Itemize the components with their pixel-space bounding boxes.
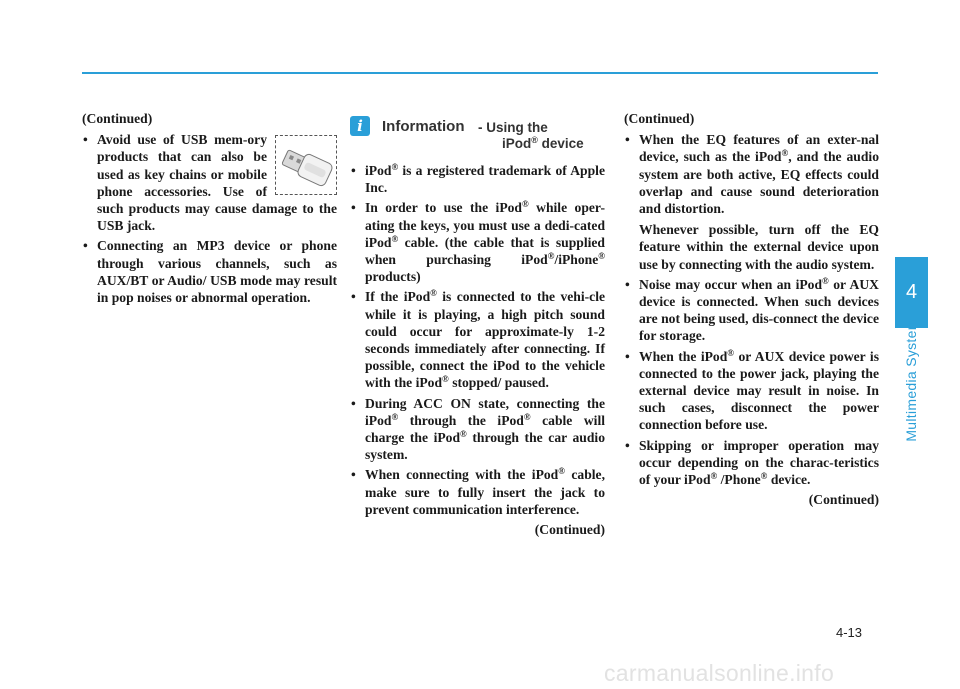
text: If the iPod (365, 289, 431, 305)
text: During ACC ON state, connecting the iPod (365, 395, 605, 428)
list-item (624, 437, 879, 489)
bullet-text: Connecting an MP3 device or phone through various channels, such as AUX/BT or Audio/ USB mode may result in pop noises or abnormal operation. (97, 238, 337, 306)
list-item (350, 395, 605, 464)
bullet-list (350, 162, 605, 518)
text: Skipping or improper operation may occur depending on the charac-teristics of your iPod (639, 437, 879, 488)
text: is connected to the vehi-cle while it is playing, a high pitch sound could occur for approximate-ly 1-2 seconds immediately after connecting. If possible, connect the iPod to the vehicle with the iPod (365, 289, 606, 391)
text: cable, make sure to fully insert the jack to prevent communication interference. (365, 467, 605, 517)
registered-mark: ® (822, 275, 829, 286)
text: In order to use the iPod (365, 200, 522, 216)
registered-mark: ® (531, 135, 538, 145)
continued-label: (Continued) (808, 492, 879, 508)
text: When the EQ features of an exter-nal device, such as the iPod (639, 132, 879, 165)
text: device. (770, 472, 811, 488)
registered-mark: ® (391, 233, 399, 244)
text: /iPhone (554, 252, 599, 268)
list-item (82, 237, 337, 306)
watermark: carmanualsonline.info (604, 660, 835, 686)
list-item (624, 348, 879, 434)
text: products) (365, 269, 421, 285)
registered-mark: ® (727, 347, 735, 358)
subtitle-line-2 (478, 136, 608, 152)
text: Noise may occur when an iPod (639, 276, 823, 292)
text: or AUX device power is connected to the power jack, playing the external device may result in noise. In such cases, disconnect the power connection before use. (639, 348, 880, 433)
list-item (350, 288, 605, 391)
information-header (350, 110, 605, 154)
subtitle-ipod: iPod (502, 136, 532, 151)
continued-label: (Continued) (82, 111, 153, 126)
continued-label: (Continued) (624, 111, 695, 126)
subtitle-device: device (537, 136, 584, 151)
text: while oper-ating the keys, you must use a dedi-cated iPod (365, 200, 605, 250)
column-1 (82, 110, 337, 309)
bullet-text: Avoid use of USB mem-ory products that can also be used as key chains or mobile phone (97, 132, 267, 199)
information-title: Information (382, 118, 465, 135)
registered-mark: ® (598, 251, 605, 262)
chapter-tab: 4 (895, 257, 928, 328)
text: When the iPod (639, 348, 728, 364)
registered-mark: ® (547, 251, 555, 262)
top-rule (82, 72, 878, 74)
text: , and the audio system are both active, EQ effects could overlap and cause sound deterioration and distortion. (639, 149, 879, 217)
information-subtitle (478, 120, 608, 152)
list-item (350, 199, 605, 285)
chapter-title: Multimedia System (903, 318, 919, 442)
bullet-list (82, 131, 337, 306)
list-item (350, 466, 605, 518)
text: cable. (the cable that is supplied when purchasing iPod (365, 234, 605, 268)
registered-mark: ® (523, 411, 531, 422)
continued-label: (Continued) (534, 522, 605, 538)
usb-stick-image (275, 135, 337, 195)
page-number: 4-13 (836, 625, 863, 640)
bullet-text-cont: accessories. Use of such products may cause damage to the USB jack. (97, 183, 337, 234)
information-icon: i (350, 116, 370, 136)
registered-mark: ® (558, 466, 565, 477)
text: cable will charge the iPod (365, 412, 605, 446)
registered-mark: ® (442, 374, 449, 385)
registered-mark: ® (710, 471, 718, 482)
list-item (82, 131, 337, 234)
text: When connecting with the iPod (365, 467, 559, 483)
registered-mark: ® (521, 199, 529, 210)
text: iPod (365, 163, 392, 178)
subtitle-line-1: - Using the (478, 120, 548, 135)
column-2 (350, 110, 605, 538)
bullet-list (624, 131, 879, 488)
registered-mark: ® (391, 162, 399, 172)
column-3 (624, 110, 879, 508)
list-item (624, 131, 879, 273)
text: or AUX device is connected. When such devices are not being used, dis-connect the device for storage. (639, 276, 879, 344)
text: through the iPod (398, 412, 524, 428)
list-item (350, 162, 605, 196)
list-item (624, 276, 879, 345)
registered-mark: ® (430, 288, 437, 299)
registered-mark: ® (760, 471, 768, 482)
registered-mark: ® (391, 411, 399, 422)
text: /Phone (717, 472, 761, 488)
registered-mark: ® (460, 429, 467, 440)
paragraph: Whenever possible, turn off the EQ feature within the external device upon use by connecting with the audio system. (639, 222, 879, 272)
text: through the car audio system. (365, 430, 605, 463)
text: is a registered trademark of Apple Inc. (365, 163, 605, 196)
usb-stick-icon (276, 136, 336, 194)
text: stopped/ paused. (452, 375, 549, 391)
registered-mark: ® (781, 148, 789, 159)
